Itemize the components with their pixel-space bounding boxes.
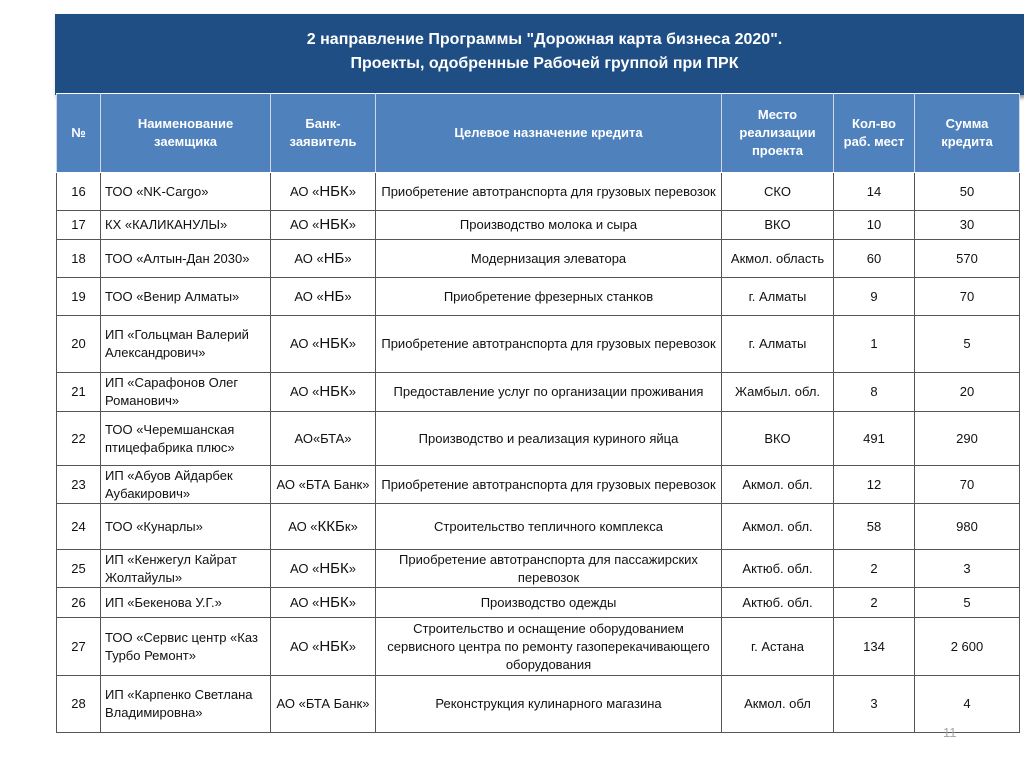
bank-applicant	[271, 676, 376, 733]
bank-code: АО «БТА Банк»	[276, 696, 370, 711]
row-number: 24	[57, 504, 101, 550]
table-row	[57, 173, 1020, 211]
bank-applicant	[271, 504, 376, 550]
credit-amount: 70	[915, 278, 1020, 316]
row-number: 20	[57, 316, 101, 373]
borrower-name: КХ «КАЛИКАНУЛЫ»	[101, 211, 271, 240]
project-location: Акмол. обл.	[722, 466, 834, 504]
credit-purpose: Производство и реализация куриного яйца	[376, 412, 722, 466]
bank-prefix: АО «	[294, 250, 324, 266]
bank-suffix: »	[348, 638, 356, 654]
table-row	[57, 240, 1020, 278]
borrower-name: ИП «Гольцман Валерий Александрович»	[101, 316, 271, 373]
jobs-count: 58	[834, 504, 915, 550]
bank-prefix: АО «	[294, 288, 324, 304]
borrower-name: ИП «Карпенко Светлана Владимировна»	[101, 676, 271, 733]
jobs-count: 134	[834, 618, 915, 676]
table-row	[57, 588, 1020, 618]
column-header-bank: Банк-заявитель	[271, 94, 376, 173]
jobs-count: 8	[834, 373, 915, 412]
table-header-row	[57, 94, 1020, 173]
table-row	[57, 504, 1020, 550]
bank-code: НБ	[323, 249, 345, 267]
credit-amount: 3	[915, 550, 1020, 588]
table-row	[57, 211, 1020, 240]
table-row	[57, 278, 1020, 316]
row-number: 26	[57, 588, 101, 618]
column-header-purpose: Целевое назначение кредита	[376, 94, 722, 173]
credit-amount: 4	[915, 676, 1020, 733]
table-row	[57, 466, 1020, 504]
credit-amount: 570	[915, 240, 1020, 278]
row-number: 21	[57, 373, 101, 412]
project-location: ВКО	[722, 412, 834, 466]
bank-prefix: АО «	[288, 518, 318, 534]
bank-applicant	[271, 211, 376, 240]
bank-code: АО «БТА Банк»	[276, 476, 370, 492]
credit-amount: 2 600	[915, 618, 1020, 676]
project-location: ВКО	[722, 211, 834, 240]
borrower-name: ТОО «Кунарлы»	[101, 504, 271, 550]
row-number: 27	[57, 618, 101, 676]
borrower-name: ИП «Абуов Айдарбек Аубакирович»	[101, 466, 271, 504]
project-location: СКО	[722, 173, 834, 211]
credit-purpose: Приобретение автотранспорта для грузовых перевозок	[376, 316, 722, 373]
row-number: 16	[57, 173, 101, 211]
bank-suffix: »	[348, 183, 356, 199]
credit-amount: 70	[915, 466, 1020, 504]
credit-purpose: Производство молока и сыра	[376, 211, 722, 240]
borrower-name: ТОО «NK-Cargo»	[101, 173, 271, 211]
bank-suffix: »	[348, 384, 356, 399]
jobs-count: 60	[834, 240, 915, 278]
credit-purpose: Приобретение фрезерных станков	[376, 278, 722, 316]
jobs-count: 2	[834, 550, 915, 588]
borrower-name: ТОО «Алтын-Дан 2030»	[101, 240, 271, 278]
row-number: 19	[57, 278, 101, 316]
bank-applicant	[271, 618, 376, 676]
bank-applicant	[271, 550, 376, 588]
bank-suffix: »	[348, 336, 356, 351]
bank-code: НБК	[319, 216, 349, 233]
bank-applicant	[271, 240, 376, 278]
column-header-borrower: Наименование заемщика	[101, 94, 271, 173]
credit-amount: 5	[915, 316, 1020, 373]
table-row	[57, 373, 1020, 412]
table-row	[57, 412, 1020, 466]
table-row	[57, 618, 1020, 676]
project-location: Акмол. обл	[722, 676, 834, 733]
bank-code: НБК	[319, 559, 349, 577]
projects-table	[56, 93, 1020, 733]
bank-suffix: »	[348, 217, 356, 232]
credit-purpose: Приобретение автотранспорта для грузовых перевозок	[376, 466, 722, 504]
jobs-count: 14	[834, 173, 915, 211]
row-number: 28	[57, 676, 101, 733]
page-title-line2: Проекты, одобренные Рабочей группой при ПРК	[350, 55, 739, 72]
bank-applicant	[271, 588, 376, 618]
column-header-amount: Сумма кредита	[915, 94, 1020, 173]
credit-purpose: Модернизация элеватора	[376, 240, 722, 278]
row-number: 22	[57, 412, 101, 466]
jobs-count: 9	[834, 278, 915, 316]
project-location: г. Астана	[722, 618, 834, 676]
bank-suffix: »	[348, 560, 356, 576]
credit-purpose: Реконструкция кулинарного магазина	[376, 676, 722, 733]
credit-amount: 290	[915, 412, 1020, 466]
credit-purpose: Предоставление услуг по организации проживания	[376, 373, 722, 412]
jobs-count: 12	[834, 466, 915, 504]
column-header-location: Место реализации проекта	[722, 94, 834, 173]
credit-purpose: Строительство и оснащение оборудованием сервисного центра по ремонту газоперекачивающего оборудования	[376, 618, 722, 676]
bank-prefix: АО «	[290, 384, 320, 399]
credit-amount: 50	[915, 173, 1020, 211]
bank-prefix: АО «	[290, 183, 320, 199]
bank-prefix: АО «	[290, 217, 320, 232]
borrower-name: ТОО «Сервис центр «Каз Турбо Ремонт»	[101, 618, 271, 676]
credit-purpose: Приобретение автотранспорта для грузовых перевозок	[376, 173, 722, 211]
bank-code: НБК	[319, 637, 349, 655]
bank-applicant	[271, 466, 376, 504]
bank-suffix: к»	[344, 518, 358, 534]
project-location: г. Алматы	[722, 316, 834, 373]
project-location: г. Алматы	[722, 278, 834, 316]
row-number: 23	[57, 466, 101, 504]
bank-applicant	[271, 373, 376, 412]
credit-purpose: Приобретение автотранспорта для пассажирских перевозок	[376, 550, 722, 588]
bank-prefix: АО «	[290, 560, 320, 576]
row-number: 18	[57, 240, 101, 278]
jobs-count: 1	[834, 316, 915, 373]
borrower-name: ИП «Сарафонов Олег Романович»	[101, 373, 271, 412]
bank-suffix: »	[344, 288, 352, 304]
credit-amount: 20	[915, 373, 1020, 412]
jobs-count: 10	[834, 211, 915, 240]
credit-purpose: Строительство тепличного комплекса	[376, 504, 722, 550]
column-header-number: №	[57, 94, 101, 173]
bank-code: НБ	[323, 287, 345, 305]
table-row	[57, 316, 1020, 373]
borrower-name: ИП «Кенжегул Кайрат Жолтайулы»	[101, 550, 271, 588]
bank-suffix: »	[348, 594, 356, 610]
page-title-line1: 2 направление Программы "Дорожная карта бизнеса 2020".	[306, 31, 783, 48]
jobs-count: 2	[834, 588, 915, 618]
project-location: Акмол. обл.	[722, 504, 834, 550]
credit-purpose: Производство одежды	[376, 588, 722, 618]
credit-amount: 5	[915, 588, 1020, 618]
bank-code: АО«БТА»	[294, 430, 352, 446]
bank-code: ККБ	[317, 517, 345, 535]
credit-amount: 980	[915, 504, 1020, 550]
bank-code: НБК	[319, 335, 349, 352]
title-banner	[55, 14, 1024, 95]
jobs-count: 3	[834, 676, 915, 733]
bank-prefix: АО «	[290, 336, 320, 351]
bank-prefix: АО «	[290, 594, 320, 610]
bank-applicant	[271, 412, 376, 466]
project-location: Акмол. область	[722, 240, 834, 278]
bank-code: НБК	[319, 593, 349, 611]
bank-prefix: АО «	[290, 638, 320, 654]
borrower-name: ТОО «Венир Алматы»	[101, 278, 271, 316]
row-number: 17	[57, 211, 101, 240]
row-number: 25	[57, 550, 101, 588]
project-location: Актюб. обл.	[722, 550, 834, 588]
bank-applicant	[271, 316, 376, 373]
table-row	[57, 676, 1020, 733]
project-location: Жамбыл. обл.	[722, 373, 834, 412]
project-location: Актюб. обл.	[722, 588, 834, 618]
column-header-jobs: Кол-во раб. мест	[834, 94, 915, 173]
page-number: 11	[943, 725, 957, 740]
bank-suffix: »	[344, 250, 352, 266]
credit-amount: 30	[915, 211, 1020, 240]
bank-code: НБК	[319, 383, 349, 400]
bank-applicant	[271, 173, 376, 211]
jobs-count: 491	[834, 412, 915, 466]
table-row	[57, 550, 1020, 588]
borrower-name: ИП «Бекенова У.Г.»	[101, 588, 271, 618]
bank-code: НБК	[319, 182, 349, 200]
borrower-name: ТОО «Черемшанская птицефабрика плюс»	[101, 412, 271, 466]
bank-applicant	[271, 278, 376, 316]
